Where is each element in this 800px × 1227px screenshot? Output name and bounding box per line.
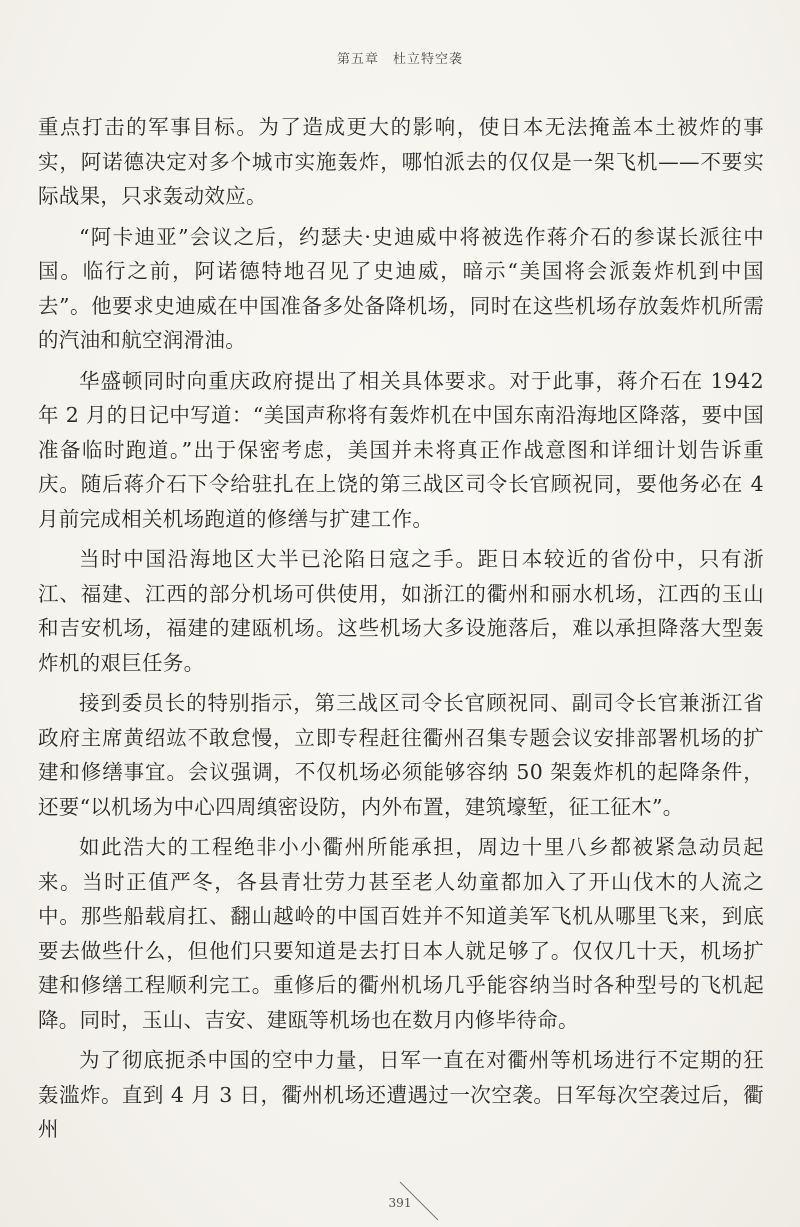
- running-head: 第五章 杜立特空袭: [336, 52, 463, 67]
- paragraph: 华盛顿同时向重庆政府提出了相关具体要求。对于此事，蒋介石在 1942 年 2 月的日记中写道：“美国声称将有轰炸机在中国东南沿海地区降落，要中国准备临时跑道。”出于保密考虑，美国并未将真正作战意图和详细计划告诉重庆。随后蒋介石下令给驻扎在上饶的第三战区司令长官顾祝同，要他务必在 4 月前完成相关机场跑道的修缮与扩建工作。: [38, 368, 764, 531]
- paragraph: “阿卡迪亚”会议之后，约瑟夫·史迪威中将被选作蒋介石的参谋长派往中国。临行之前，阿诺德特地召见了史迪威，暗示“美国将会派轰炸机到中国去”。他要求史迪威在中国准备多处备降机场，同时在这些机场存放轰炸机所需的汽油和航空润滑油。: [38, 224, 764, 352]
- paragraph: 为了彻底扼杀中国的空中力量，日军一直在对衢州等机场进行不定期的狂轰滥炸。直到 4 月 3 日，衢州机场还遭遇过一次空袭。日军每次空袭过后，衢州: [38, 1048, 764, 1141]
- page-number: 391: [388, 1196, 412, 1210]
- paragraph: 当时中国沿海地区大半已沦陷日寇之手。距日本较近的省份中，只有浙江、福建、江西的部分机场可供使用，如浙江的衢州和丽水机场，江西的玉山和吉安机场，福建的建瓯机场。这些机场大多设施落后，难以承担降落大型轰炸机的艰巨任务。: [38, 547, 764, 675]
- paragraph: 接到委员长的特别指示，第三战区司令长官顾祝同、副司令长官兼浙江省政府主席黄绍竑不敢怠慢，立即专程赶往衢州召集专题会议安排部署机场的扩建和修缮事宜。会议强调，不仅机场必须能够容纳 50 架轰炸机的起降条件，还要“以机场为中心四周缜密设防，内外布置，建筑壕堑，征工征木”。: [38, 691, 764, 819]
- paragraph: 如此浩大的工程绝非小小衢州所能承担，周边十里八乡都被紧急动员起来。当时正值严冬，各县青壮劳力甚至老人幼童都加入了开山伐木的人流之中。那些船载肩扛、翻山越岭的中国百姓并不知道美军飞机从哪里飞来，到底要去做些什么，但他们只要知道是去打日本人就足够了。仅仅几十天，机场扩建和修缮工程顺利完工。重修后的衢州机场几乎能容纳当时各种型号的飞机起降。同时，玉山、吉安、建瓯等机场也在数月内修毕待命。: [38, 835, 764, 1032]
- body-text: [38, 110, 764, 1153]
- paragraph: 重点打击的军事目标。为了造成更大的影响，使日本无法掩盖本土被炸的事实，阿诺德决定对多个城市实施轰炸，哪怕派去的仅仅是一架飞机——不要实际战果，只求轰动效应。: [38, 115, 764, 208]
